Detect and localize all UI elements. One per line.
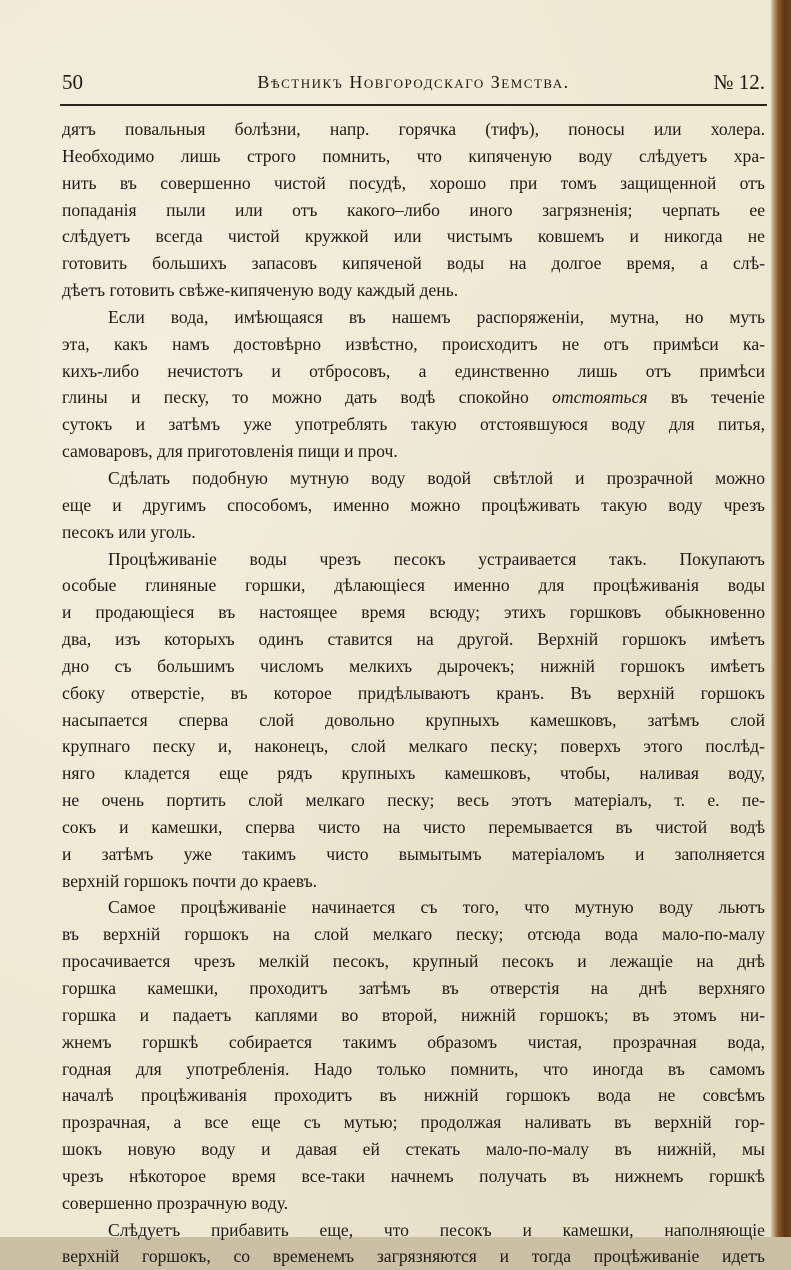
text-line: попаданія пыли или отъ какого–либо иного загрязненія; черпать ее (62, 199, 765, 220)
body-text (62, 116, 765, 1270)
text-line: началѣ процѣживанія проходитъ въ нижній горшокъ вода не совсѣмъ (62, 1085, 765, 1106)
running-header (62, 66, 765, 100)
text-line: не очень портить слой мелкаго песку; весь этотъ матеріалъ, т. е. пе- (62, 790, 765, 811)
text-line: Процѣживаніе воды чрезъ песокъ устраивается такъ. Покупаютъ (108, 548, 765, 569)
text-line: особые глиняные горшки, дѣлающіеся именно для процѣживанія воды (62, 575, 765, 596)
text-line: совершенно прозрачную воду. (62, 1192, 289, 1213)
text-line: Если вода, имѣющаяся въ нашемъ распоряженіи, мутна, но муть (108, 306, 765, 327)
text-line: еще и другимъ способомъ, именно можно процѣживать такую воду чрезъ (62, 494, 765, 515)
text-line: дно съ большимъ числомъ мелкихъ дырочекъ; нижній горшокъ имѣетъ (62, 655, 765, 676)
text-line: жнемъ горшкѣ собирается такимъ образомъ чистая, прозрачная вода, (62, 1031, 765, 1052)
text-line: готовить большихъ запасовъ кипяченой воды на долгое время, а слѣ- (62, 253, 765, 274)
text-line: самоваровъ, для приготовленія пищи и проч. (62, 441, 398, 462)
header-rule (60, 104, 767, 106)
text-line: горшка и падаетъ каплями во второй, нижній горшокъ; въ этомъ ни- (62, 1004, 765, 1025)
text-line: дятъ повальныя болѣзни, напр. горячка (тифъ), поносы или холера. (62, 119, 765, 139)
text-line: годная для употребленія. Надо только помнить, что иногда въ самомъ (62, 1058, 765, 1079)
text-fragment: въ теченіе (670, 387, 765, 408)
text-line: Самое процѣживаніе начинается съ того, что мутную воду льютъ (108, 897, 765, 918)
text-line: нить въ совершенно чистой посудѣ, хорошо при томъ защищенной отъ (62, 172, 765, 193)
journal-title: Вѣстникъ Новгородскаго Земства. (257, 72, 570, 92)
text-line: няго кладется еще рядъ крупныхъ камешковъ, чтобы, наливая воду, (62, 763, 765, 784)
text-line: и затѣмъ уже такимъ чисто вымытымъ матеріаломъ и заполняется (62, 843, 765, 864)
text-line: просачивается чрезъ мелкій песокъ, крупный песокъ и лежащіе на днѣ (62, 951, 765, 972)
text-line: кихъ-либо нечистотъ и отбросовъ, а единственно лишь отъ примѣси (62, 360, 765, 381)
text-line: насыпается сперва слой довольно крупныхъ камешковъ, затѣмъ слой (62, 709, 765, 730)
text-line: эта, какъ намъ достовѣрно извѣстно, происходитъ не отъ примѣси ка- (62, 333, 765, 354)
text-line: и продающіеся въ настоящее время всюду; этихъ горшковъ обыкновенно (62, 602, 765, 623)
text-line: горшка камешки, проходитъ затѣмъ въ отверстія на днѣ верхняго (62, 978, 765, 998)
text-line: прозрачная, а все еще съ мутью; продолжая наливать въ верхній гор- (62, 1112, 765, 1133)
text-line: слѣдуетъ всегда чистой кружкой или чистымъ ковшемъ и никогда не (62, 226, 765, 247)
text-line: верхній горшокъ почти до краевъ. (62, 870, 318, 891)
text-line: верхній горшокъ, со временемъ загрязняются и тогда процѣживаніе идетъ (62, 1246, 765, 1267)
text-line: сутокъ и затѣмъ уже употреблять такую отстоявшуюся воду для питья, (62, 414, 765, 435)
page-number: 50 (62, 70, 83, 94)
text-line: въ верхній горшокъ на слой мелкаго песку; отсюда вода мало-по-малу (62, 924, 765, 945)
text-line: песокъ или уголь. (62, 521, 196, 542)
italic-emphasis: отстояться (552, 387, 648, 408)
text-line (62, 384, 765, 411)
issue-number: № 12. (713, 70, 765, 94)
text-line: чрезъ нѣкоторое время все-таки начнемъ получать въ нижнемъ горшкѣ (62, 1165, 765, 1186)
text-line: дѣетъ готовить свѣже-кипяченую воду каждый день. (62, 280, 459, 301)
text-line: Сдѣлать подобную мутную воду водой свѣтлой и прозрачной можно (108, 467, 765, 488)
text-line: два, изъ которыхъ одинъ ставится на другой. Верхній горшокъ имѣетъ (62, 629, 765, 650)
book-spine-edge (771, 0, 791, 1237)
text-line: шокъ новую воду и давая ей стекать мало-по-малу въ нижній, мы (62, 1139, 765, 1160)
text-fragment: глины и песку, то можно дать водѣ спокойно (62, 387, 529, 408)
text-line: крупнаго песку и, наконецъ, слой мелкаго песку; поверхъ этого послѣд- (62, 736, 765, 757)
text-line: Необходимо лишь строго помнить, что кипяченую воду слѣдуетъ хра- (62, 145, 765, 166)
text-line: Слѣдуетъ прибавить еще, что песокъ и камешки, наполняющіе (108, 1219, 765, 1240)
text-line: сбоку отверстіе, въ которое придѣлываютъ кранъ. Въ верхній горшокъ (62, 682, 765, 703)
text-line: сокъ и камешки, сперва чисто на чисто перемывается въ чистой водѣ (62, 816, 765, 837)
